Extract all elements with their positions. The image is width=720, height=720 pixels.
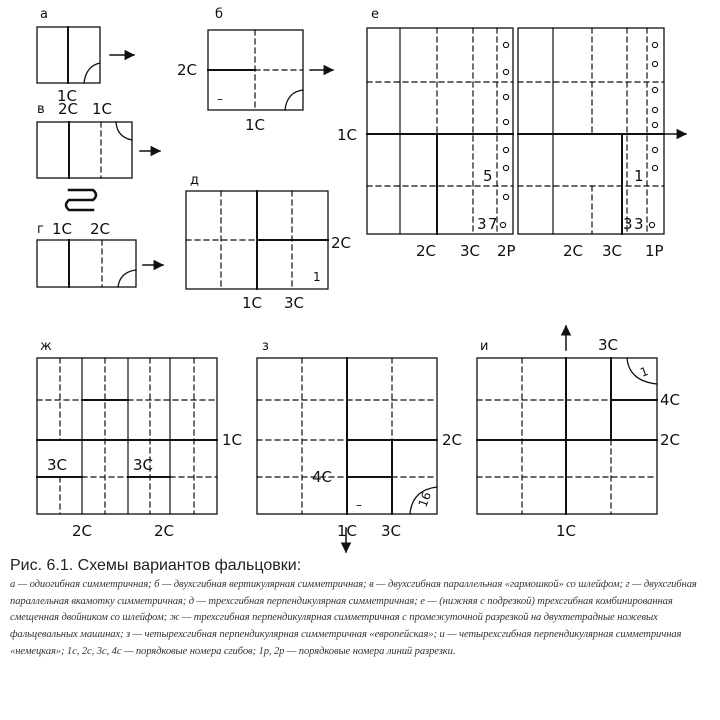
- panel-letter: ж: [40, 339, 52, 354]
- page-number: 16: [415, 489, 435, 510]
- fold-label: 2С: [90, 220, 111, 238]
- panel-i: [477, 326, 680, 540]
- dash-mark: –: [356, 498, 362, 512]
- fold-label: 1С: [242, 294, 263, 312]
- fold-label: 4С: [660, 391, 681, 409]
- fold-label: 3С: [284, 294, 305, 312]
- caption-title: Рис. 6.1. Схемы вариантов фальцовки:: [10, 557, 302, 574]
- page-number: 1: [634, 167, 644, 185]
- fold-label: 1С: [337, 522, 358, 540]
- fold-label: 3С: [47, 456, 68, 474]
- fold-label: 1С: [92, 100, 113, 118]
- fold-label: 2С: [154, 522, 175, 540]
- page-number: 3: [623, 215, 633, 233]
- fold-label: 2С: [331, 234, 352, 252]
- fold-label: 1С: [57, 87, 78, 105]
- fold-label: 1С: [222, 431, 243, 449]
- fold-label: 1С: [52, 220, 73, 238]
- fold-label: 2С: [442, 431, 463, 449]
- panel-letter: е: [371, 7, 379, 22]
- caption-body: а — одиогибная симметричная; б — двухсгибная вертикулярная симметричная; в — двухсгибная параллельная «гармошкой» со шлейфом; г — двухсгибная параллельная вкамотку симметричная; д — трехсгибная перпендикулярная симметричная; е — (нижняя с подрезкой) трехсгибная комбинированная смещенная двойником со шлейфом; ж — трехсгибная перпендикулярная симметричная с промежуточной разрезкой на двухтетрадные ножевых фальцевальных машинах; з — четырехсгибная перпендикулярная симметричная «европейская»; и — четырехсгибная перпендикулярная симметричная «немецкая»; 1с, 2с, 3с, 4с — порядковые номера сгибов; 1р, 2р — порядковые номера линий разрезки.: [10, 579, 697, 657]
- panel-e: [337, 7, 686, 260]
- fold-label: 1С: [245, 116, 266, 134]
- panel-letter: в: [37, 102, 45, 117]
- panel-letter: а: [40, 7, 48, 22]
- dash-mark: –: [217, 92, 223, 106]
- fold-label: 2С: [416, 242, 437, 260]
- fold-label: 2С: [72, 522, 93, 540]
- panel-letter: г: [37, 222, 44, 237]
- fold-label: 3С: [602, 242, 623, 260]
- fold-label: 1С: [337, 126, 358, 144]
- panel-a: [37, 7, 134, 105]
- fold-label: 3С: [598, 336, 619, 354]
- page-number: 5: [483, 167, 493, 185]
- fold-label: 4С: [312, 468, 333, 486]
- cut-label: 1Р: [645, 242, 664, 260]
- page-number: 3: [477, 215, 487, 233]
- fold-label: 2С: [58, 100, 79, 118]
- page-number: 1: [638, 364, 651, 380]
- fold-label: 3С: [460, 242, 481, 260]
- cut-label: 2Р: [497, 242, 516, 260]
- fold-label: 1С: [556, 522, 577, 540]
- panel-g: [37, 220, 163, 287]
- page-number: 1: [313, 270, 321, 284]
- fold-label: 2С: [563, 242, 584, 260]
- panel-d: [186, 173, 351, 312]
- panel-v: [37, 100, 160, 210]
- panel-zh: [37, 339, 242, 540]
- page-number: 3: [634, 215, 644, 233]
- fold-label: 3С: [133, 456, 154, 474]
- fold-label: 2С: [660, 431, 681, 449]
- fold-label: 3С: [381, 522, 402, 540]
- figure-caption: [10, 557, 710, 661]
- panel-b: [177, 7, 333, 134]
- page-number: 7: [488, 215, 498, 233]
- panel-z: [257, 339, 462, 552]
- fold-label: 2С: [177, 61, 198, 79]
- panel-letter: з: [262, 339, 269, 354]
- panel-letter: и: [480, 339, 489, 354]
- panel-letter: б: [215, 7, 224, 22]
- panel-letter: д: [190, 173, 199, 188]
